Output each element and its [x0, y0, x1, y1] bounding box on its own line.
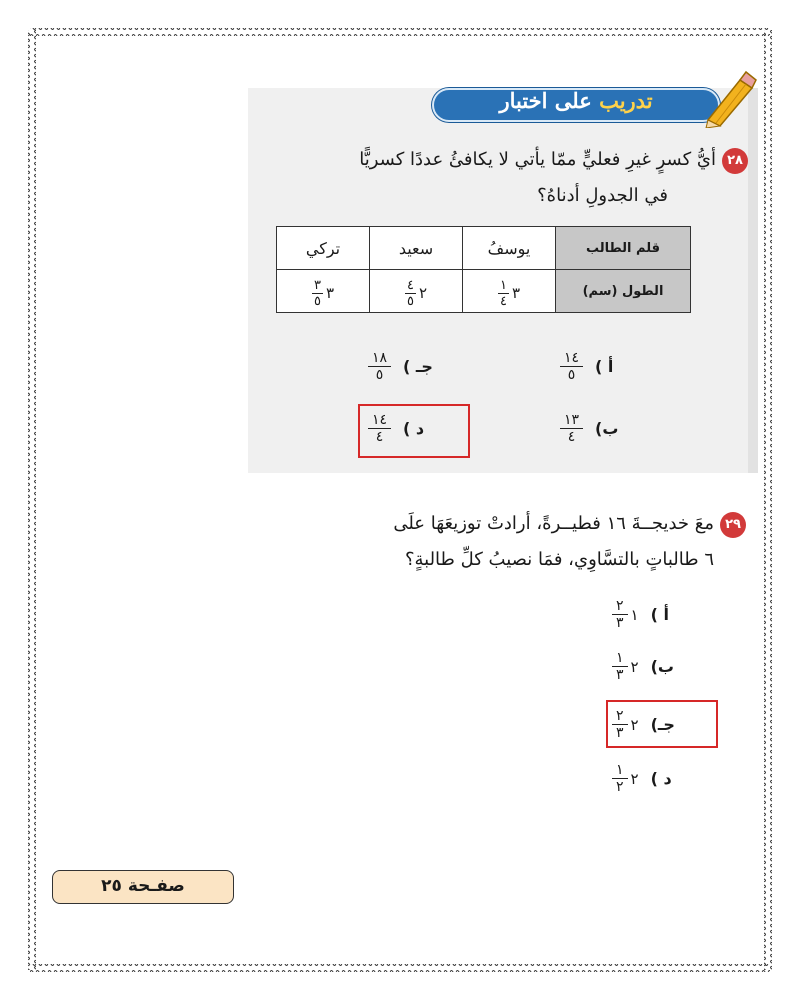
- table-row-names: [277, 227, 691, 270]
- frac-num: ١: [612, 650, 628, 667]
- question-29-number: ٢٩: [720, 512, 746, 538]
- table-row-lengths: [277, 270, 691, 313]
- option-label: جـ): [650, 715, 675, 734]
- question-28-line2: في الجدولِ أدناهُ؟: [537, 185, 668, 206]
- frac-num: ١٨: [368, 350, 391, 367]
- banner-title-part2: على اختبار: [499, 88, 592, 113]
- section-edge: [748, 88, 758, 473]
- frac-whole: ٢: [630, 769, 639, 788]
- question-29-line2: ٦ طالباتٍ بالتسَّاوِي، فمَا نصيبُ كلِّ طالبةٍ؟: [404, 549, 714, 570]
- table-cell-name-saeed: سعيد: [370, 227, 463, 270]
- frac-den: ٥: [313, 293, 321, 309]
- frac-whole: ١: [630, 605, 639, 624]
- table-header-pen: قلم الطالب: [556, 227, 691, 270]
- option-label: ب): [595, 419, 619, 438]
- option-label: د ): [650, 769, 672, 788]
- q28-option-a[interactable]: [560, 350, 613, 383]
- frac-num: ١٤: [560, 350, 583, 367]
- table-cell-name-turki: تركي: [277, 227, 370, 270]
- q29-option-a[interactable]: [612, 598, 669, 631]
- frac-whole: ٢: [630, 657, 639, 676]
- option-label: أ ): [650, 605, 669, 624]
- frac-den: ٤: [375, 429, 384, 445]
- frac-whole: ٣: [511, 284, 521, 302]
- frac-num: ١: [612, 762, 628, 779]
- q28-option-b[interactable]: [560, 412, 618, 445]
- option-label: ب): [650, 657, 674, 676]
- frac-whole: ٣: [325, 284, 335, 302]
- question-28-number: ٢٨: [722, 148, 748, 174]
- question-28-line1: أيُّ كسرٍ غيرِ فعليٍّ ممّا يأتي لا يكافئُ عددًا كسريًّا: [359, 149, 716, 170]
- pencil-icon: [700, 70, 760, 128]
- frac-den: ٤: [499, 293, 507, 309]
- frac-num: ١: [499, 277, 507, 293]
- frac-num: ١٤: [368, 412, 391, 429]
- frac-den: ٥: [406, 293, 414, 309]
- table-header-length: الطول (سم): [556, 270, 691, 313]
- frac-whole: ٢: [630, 715, 639, 734]
- frac-num: ٤: [406, 277, 414, 293]
- table-cell-length-yousef: [463, 270, 556, 313]
- table-cell-length-saeed: [370, 270, 463, 313]
- frac-den: ٣: [616, 725, 624, 741]
- q28-option-c[interactable]: [368, 350, 433, 383]
- frac-whole: ٢: [418, 284, 428, 302]
- frac-num: ١٣: [560, 412, 583, 429]
- frac-den: ٣: [616, 615, 624, 631]
- frac-num: ٢: [612, 708, 628, 725]
- banner-title-part1: تدريب: [599, 88, 653, 113]
- frac-den: ٤: [567, 429, 576, 445]
- pen-length-table: [276, 226, 691, 313]
- q29-option-d[interactable]: [612, 762, 672, 795]
- frac-num: ٣: [313, 277, 321, 293]
- test-practice-banner: [432, 84, 750, 124]
- option-label: جـ ): [403, 357, 433, 376]
- banner-title: [448, 87, 704, 115]
- frac-num: ٢: [612, 598, 628, 615]
- q28-answer-highlight: [358, 404, 470, 458]
- frac-den: ٢: [616, 779, 624, 795]
- q29-option-b[interactable]: [612, 650, 674, 683]
- table-cell-name-yousef: يوسفُ: [463, 227, 556, 270]
- q29-answer-highlight: [606, 700, 718, 748]
- frac-den: ٥: [567, 367, 576, 383]
- page-number-badge: صفـحة ٢٥: [52, 870, 234, 904]
- question-29-line1: معَ خديجــةَ ١٦ فطيــرةً، أرادتْ توزيعَهَا علَى: [393, 513, 714, 534]
- frac-den: ٥: [375, 367, 384, 383]
- option-label: أ ): [595, 357, 614, 376]
- option-label: د ): [403, 419, 425, 438]
- frac-den: ٣: [616, 667, 624, 683]
- table-cell-length-turki: [277, 270, 370, 313]
